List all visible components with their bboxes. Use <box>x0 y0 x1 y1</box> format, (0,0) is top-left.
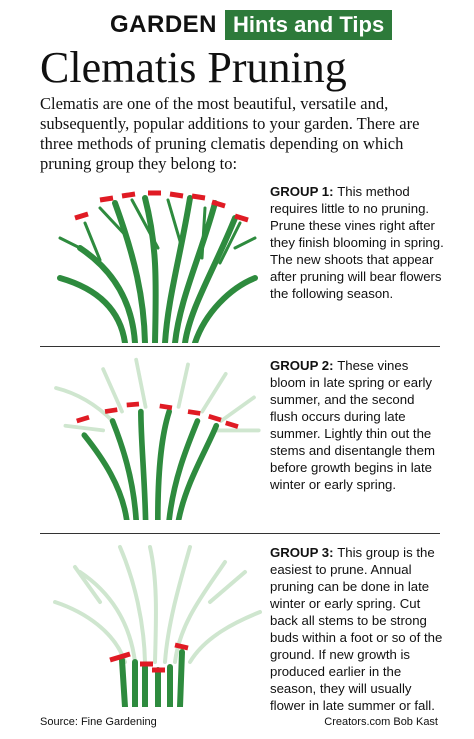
group-2-illustration <box>40 355 270 520</box>
header-hints-and-tips: Hints and Tips <box>225 10 392 40</box>
group-1-illustration <box>40 178 270 343</box>
group-1-text <box>270 183 445 302</box>
group-2-description: These vines bloom in late spring or early summer, and the second flush occurs during late summer. Lightly thin out the stems and disentangle them before growth begins in late winter or early spring. <box>270 358 435 492</box>
group-3-label: GROUP 3: <box>270 545 338 560</box>
group-3-text <box>270 544 445 714</box>
source-credit: Source: Fine Gardening <box>40 716 157 728</box>
group-2-text <box>270 357 445 493</box>
group-1-description: This method requires little to no pruning. Prune these vines right after they finish blooming in spring. The new shoots that appear after pruning will bear flowers the following season. <box>270 184 444 301</box>
page-title: Clematis Pruning <box>40 43 347 92</box>
group-2-label: GROUP 2: <box>270 358 338 373</box>
group-3-description: This group is the easiest to prune. Annual pruning can be done in late winter or early spring. Cut back all stems to be strong buds within a foot or so of the ground. If new growth is produced earlier in the season, they will usually flower in late summer or fall. <box>270 545 443 713</box>
header-banner <box>110 10 392 40</box>
group-3-illustration <box>40 542 270 707</box>
divider-2 <box>40 533 440 534</box>
divider-1 <box>40 346 440 347</box>
group-1-label: GROUP 1: <box>270 184 338 199</box>
author-credit: Creators.com Bob Kast <box>324 716 438 728</box>
header-garden: GARDEN <box>110 11 218 38</box>
intro-paragraph: Clematis are one of the most beautiful, versatile and, subsequently, popular additions to your garden. There are three methods of pruning clematis depending on which pruning group they belong to: <box>40 94 420 173</box>
